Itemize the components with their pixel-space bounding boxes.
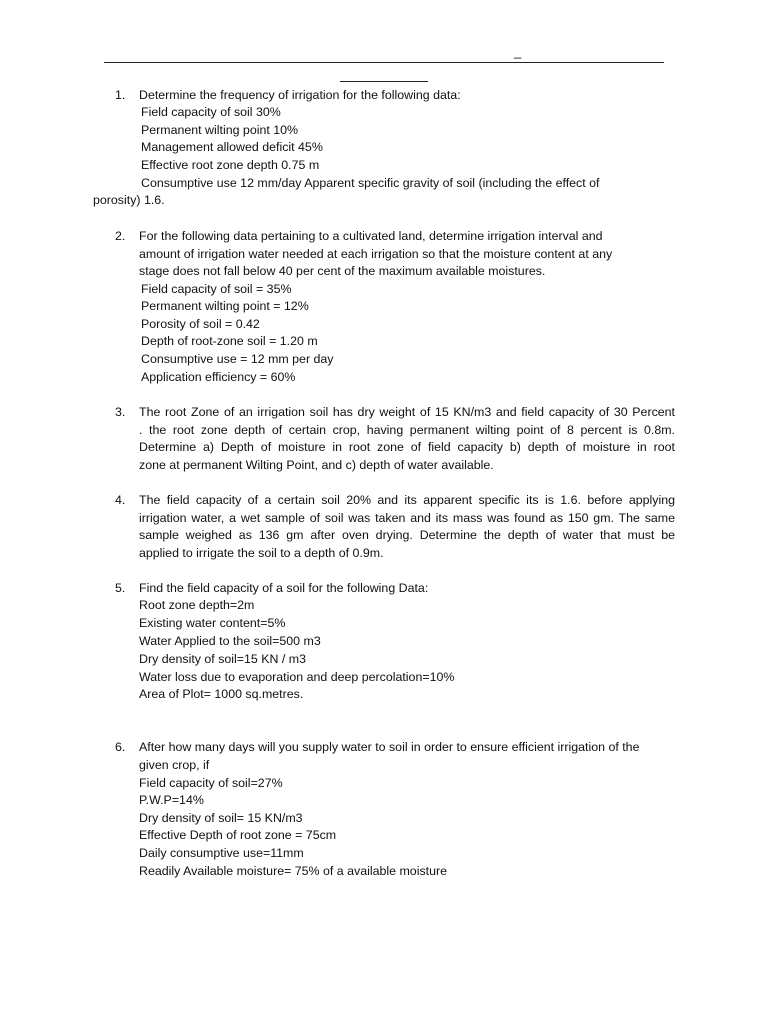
question-4-text: applied to irrigate the soil to a depth of 0.9m. (139, 546, 384, 560)
question-4-text: sample weighed as 136 gm after oven drying. Determine the depth of water that must be (139, 528, 675, 542)
question-3-text: The root Zone of an irrigation soil has dry weight of 15 KN/m3 and field capacity of 30 Percent (139, 405, 675, 419)
question-1-data: Consumptive use 12 mm/day Apparent specific gravity of soil (including the effect of (141, 176, 600, 190)
question-2-data: Field capacity of soil = 35% (141, 282, 292, 296)
question-5-data: Existing water content=5% (139, 616, 286, 630)
question-5-data: Water loss due to evaporation and deep percolation=10% (139, 670, 455, 684)
question-2-data: Application efficiency = 60% (141, 370, 296, 384)
question-3-text: Determine a) Depth of moisture in root zone of field capacity b) depth of moisture in root (139, 440, 675, 454)
question-1-data: Management allowed deficit 45% (141, 140, 323, 154)
question-6-data: Field capacity of soil=27% (139, 776, 283, 790)
question-6-data: P.W.P=14% (139, 793, 204, 807)
question-2-text: For the following data pertaining to a cultivated land, determine irrigation interval and (139, 229, 603, 243)
title-underline (340, 81, 428, 82)
question-6-text: After how many days will you supply water to soil in order to ensure efficient irrigation of the (139, 740, 640, 754)
question-6-data: Readily Available moisture= 75% of a available moisture (139, 864, 447, 878)
question-2-data: Porosity of soil = 0.42 (141, 317, 260, 331)
question-6-number: 6. (115, 740, 126, 754)
question-4-number: 4. (115, 493, 126, 507)
question-2-text: stage does not fall below 40 per cent of the maximum available moistures. (139, 264, 546, 278)
question-6-text: given crop, if (139, 758, 210, 772)
question-1-data: Field capacity of soil 30% (141, 105, 281, 119)
question-3-number: 3. (115, 405, 126, 419)
question-5-data: Area of Plot= 1000 sq.metres. (139, 687, 304, 701)
question-5-text: Find the field capacity of a soil for the following Data: (139, 581, 429, 595)
question-5-data: Water Applied to the soil=500 m3 (139, 634, 321, 648)
question-4-text: irrigation water, a wet sample of soil was taken and its mass was found as 150 gm. The same (139, 511, 675, 525)
question-2-data: Consumptive use = 12 mm per day (141, 352, 334, 366)
question-1-text: Determine the frequency of irrigation for the following data: (139, 88, 461, 102)
question-1-number: 1. (115, 88, 126, 102)
question-5-data: Root zone depth=2m (139, 598, 255, 612)
question-2-data: Permanent wilting point = 12% (141, 299, 309, 313)
question-2-number: 2. (115, 229, 126, 243)
question-4-text: The field capacity of a certain soil 20% and its apparent specific its is 1.6. before applying (139, 493, 675, 507)
question-2-data: Depth of root-zone soil = 1.20 m (141, 334, 318, 348)
question-1-data: Permanent wilting point 10% (141, 123, 299, 137)
question-3-text: . the root zone depth of certain crop, having permanent wilting point of 8 percent is 0.8m. (139, 423, 675, 437)
question-1-data: porosity) 1.6. (93, 193, 165, 207)
question-6-data: Daily consumptive use=11mm (139, 846, 304, 860)
question-5-data: Dry density of soil=15 KN / m3 (139, 652, 306, 666)
question-6-data: Effective Depth of root zone = 75cm (139, 828, 337, 842)
question-3-text: zone at permanent Wilting Point, and c) depth of water available. (139, 458, 494, 472)
header-mark: _ (514, 44, 522, 59)
question-5-number: 5. (115, 581, 126, 595)
question-2-text: amount of irrigation water needed at each irrigation so that the moisture content at any (139, 247, 613, 261)
question-1-data: Effective root zone depth 0.75 m (141, 158, 320, 172)
header-rule (104, 62, 664, 63)
question-6-data: Dry density of soil= 15 KN/m3 (139, 811, 303, 825)
